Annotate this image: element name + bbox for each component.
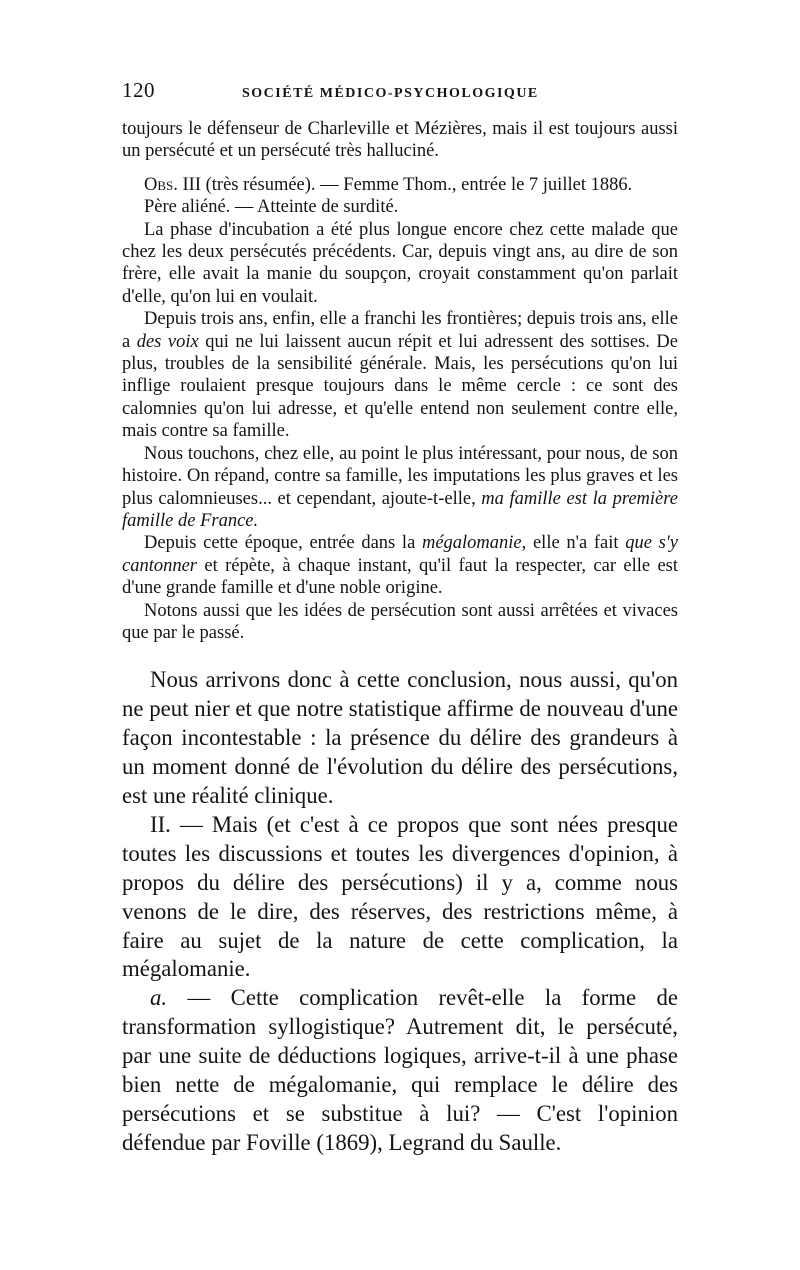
paragraph-conclusion: Nous arrivons donc à cette conclusion, nous aussi, qu'on ne peut nier et que notre statistique affirme de nouveau d'une façon incontestable : la présence du délire des grandeurs à un moment donné de l'évolution du délire des persécutions, est une réalité clinique. [122, 667, 678, 808]
observation-block [122, 118, 678, 644]
paragraph-continuation: toujours le défenseur de Charleville et Mézières, mais il est toujours aussi un persécuté et un persécuté très halluciné. [122, 119, 678, 162]
paragraph-observation-heading [122, 174, 678, 196]
paragraph-persecution-ideas: Notons aussi que les idées de persécution sont aussi arrêtées et vivaces que par le passé. [122, 600, 678, 643]
paragraph-subsection-a [122, 984, 678, 1157]
emphasis-text: que s'y cantonner [122, 533, 678, 576]
emphasis-text: ma famille est la première famille de France. [122, 488, 678, 531]
page-number: 120 [122, 78, 155, 102]
paragraph-heredity: Père aliéné. — Atteinte de surdité. [144, 197, 399, 218]
obs-heading-text: III (très résumée). — Femme Thom., entrée le 7 juillet 1886. [177, 174, 633, 195]
text-run: Depuis trois ans, enfin, elle a franchi les frontières; depuis trois ans, elle a [122, 309, 678, 352]
paragraph-section-two: II. — Mais (et c'est à ce propos que sont nées presque toutes les discussions et toutes les divergences d'opinion, à propos du délire des persécutions) il y a, comme nous venons de le dire, des réserves, des restrictions même, à faire au sujet de la nature de cette complication, la mégalomanie. [122, 811, 678, 982]
subsection-letter: a. [150, 985, 168, 1011]
text-run: — Cette complication revêt-elle la forme de transformation syllogistique? Autrement dit, le persécuté, par une suite de déductions logiques, arrive-t-il à une phase bien nette de mégalomanie, qui remplace le délire des persécutions et se substitue à lui? — C'est l'opinion défendue par Foville (1869), Legrand du Saulle. [122, 985, 678, 1155]
paragraph-megalomania [122, 532, 678, 599]
text-run: et répète, à chaque instant, qu'il faut la respecter, car elle est d'une grande famille et d'une noble origine. [122, 555, 678, 599]
paragraph-family [122, 443, 678, 533]
text-run: Nous touchons, chez elle, au point le plus intéressant, pour nous, de son histoire. On répand, contre sa famille, les imputations les plus graves et les plus calomnieuses... et cependant, ajoute-t-elle, [122, 443, 678, 509]
text-run: Depuis cette époque, entrée dans la [144, 533, 422, 554]
running-head [122, 78, 678, 118]
obs-label: Obs. [144, 174, 178, 195]
emphasis-text: mégalomanie [421, 533, 522, 554]
paragraph-incubation: La phase d'incubation a été plus longue encore chez cette malade que chez les deux persécutés précédents. Car, depuis vingt ans, au dire de son frère, elle avait la manie du soupçon, croyait constamment qu'on parlait d'elle, qu'on lui en voulait. [122, 219, 678, 307]
emphasis-text: des voix [136, 331, 199, 352]
main-text-block [122, 666, 678, 1157]
text-run: , elle n'a fait [521, 533, 626, 554]
book-page [122, 78, 678, 1158]
running-title: SOCIÉTÉ MÉDICO-PSYCHOLOGIQUE [242, 86, 539, 101]
paragraph-voices [122, 308, 678, 442]
text-run: qui ne lui laissent aucun répit et lui adressent des sottises. De plus, troubles de la sensibilité générale. Mais, les persécutions qu'on lui inflige roulaient presque toujours dans le même cercle : ce sont des calomnies qu'on lui adresse, et qu'elle entend non seulement contre elle, mais contre sa famille. [122, 331, 678, 442]
